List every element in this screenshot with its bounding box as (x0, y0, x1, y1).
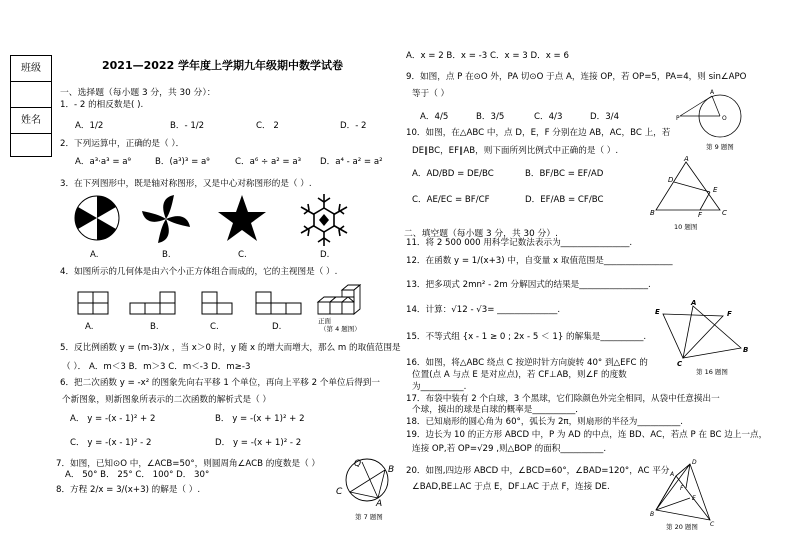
q9-option-b: B．3/5 (476, 112, 505, 122)
q4-option-b-view (128, 290, 180, 316)
q6-option-c: C． y = -(x - 1)² - 2 (70, 438, 152, 448)
q10-line-2: DE∥BC，EF∥AB，则下面所列比例式中正确的是（ ）. (412, 146, 619, 156)
q10-label-b: B (650, 209, 655, 217)
q10-option-b: B．BF/BC = EF/AD (525, 169, 604, 179)
q7-caption: 第 7 题图 (355, 513, 383, 521)
q14: 14．计算：√12 - √3= ______________. (406, 305, 561, 315)
section-2-heading: 二、填空题（每小题 3 分，共 30 分）. (404, 229, 558, 239)
q16-line-3: 为__________. (412, 382, 467, 392)
q7-label-b: B (388, 465, 395, 475)
q3-label-a: A. (90, 250, 99, 260)
q16-label-e: E (655, 308, 660, 316)
q4-front-label: 正面 (318, 317, 331, 325)
q20-line-2: ∠BAD,BE⊥AC 于点 E，DF⊥AC 于点 F，连接 DE. (412, 482, 610, 492)
q7-circle-figure (332, 454, 402, 509)
q20-label-b: B (650, 511, 655, 518)
q3-figure-a-pinwheel-circle (72, 193, 122, 243)
q1-stem: 1．- 2 的相反数是( ). (60, 100, 144, 110)
q9-label-p: P (676, 115, 680, 122)
q16-label-a: A (691, 299, 697, 307)
q9-caption: 第 9 题图 (706, 143, 734, 151)
q9-line-1: 9．如图，点 P 在⊙O 外，PA 切⊙O 于点 A，连接 OP，若 OP=5，PA=4，则 sin∠APO (406, 72, 747, 82)
q16-line-2: 位置(点 A 与点 E 是对应点)，若 CF⊥AB，则∠F 的度数 (412, 370, 627, 380)
q1-option-d: D．- 2 (340, 121, 367, 131)
q9-tangent-figure (676, 90, 750, 140)
q10-label-c: C (722, 209, 727, 217)
class-blank (11, 82, 51, 108)
q3-figure-c-star (216, 193, 268, 243)
q7-label-q: Q (354, 459, 362, 469)
q6-option-a: A． y = -(x - 1)² + 2 (70, 414, 156, 424)
q7-stem: 7．如图，已知⊙O 中，∠ACB=50°，则圆周角∠ACB 的度数是（ ） (56, 459, 320, 469)
q12: 12．在函数 y = 1/(x+3) 中，自变量 x 取值范围是________________ (406, 256, 673, 266)
q6-line-2: 个新图象，则新图象所表示的二次函数的解析式是（ ） (62, 395, 271, 405)
q18: 18．已知扇形的圆心角为 60°，弧长为 2π，则扇形的半径为__________. (406, 417, 684, 427)
q10-label-f: F (698, 211, 703, 219)
q15: 15．不等式组 {x - 1 ≥ 0 ; 2x - 5 ＜ 1} 的解集是__________. (406, 332, 647, 342)
q9-option-a: A．4/5 (420, 112, 449, 122)
q1-option-b: B．- 1/2 (170, 121, 205, 131)
q2-option-d: D．a⁴ - a² = a² (320, 157, 383, 167)
q4-figure-caption: （第 4 题图） (320, 325, 361, 333)
q3-label-d: D. (320, 250, 330, 260)
q7-options: A． 50° B． 25° C． 100° D． 30° (65, 470, 210, 480)
q20-label-a: A (670, 471, 675, 478)
q7-label-c: C (336, 487, 343, 497)
name-blank (11, 134, 51, 159)
q6-option-b: B． y = -(x + 1)² + 2 (215, 414, 305, 424)
q16-label-b: B (743, 346, 749, 354)
q10-label-e: E (713, 186, 718, 194)
q20-label-e: E (692, 495, 696, 502)
q17-line-2: 个球，摸出的球是白球的概率是__________． (412, 405, 584, 415)
q16-line-1: 16．如图，将△ABC 绕点 C 按逆时针方向旋转 40° 到△EFC 的 (406, 358, 648, 368)
q4-label-d: D. (272, 322, 282, 332)
q4-label-c: C. (210, 322, 219, 332)
q6-option-d: D． y = -(x + 1)² - 2 (215, 438, 302, 448)
q3-figure-b-windmill (140, 193, 192, 245)
q10-option-a: A．AD/BD = DE/BC (412, 169, 494, 179)
q9-option-d: D．3/4 (590, 112, 620, 122)
q8-options: A．x = 2 B．x = -3 C．x = 3 D．x = 6 (406, 51, 569, 61)
q10-line-1: 10．如图，在△ABC 中，点 D，E，F 分别在边 AB，AC，BC 上，若 (406, 128, 671, 138)
q9-option-c: C．4/3 (534, 112, 563, 122)
q2-option-b: B．(a³)³ = a⁹ (155, 157, 210, 167)
q11: 11．将 2 500 000 用科学记数法表示为________________. (406, 238, 633, 248)
q16-rotation-figure (655, 300, 755, 366)
q7-label-a: A (376, 499, 383, 509)
q3-label-c: C. (238, 250, 247, 260)
q10-option-c: C．AE/EC = BF/CF (412, 195, 490, 205)
q20-caption: 第 20 题图 (666, 523, 698, 531)
name-label: 姓名 (11, 108, 51, 134)
q4-label-b: B. (150, 322, 159, 332)
q3-label-b: B. (162, 250, 171, 260)
class-name-box (10, 55, 52, 157)
q4-option-a-view (76, 290, 112, 316)
q6-line-1: 6．把二次函数 y = -x² 的图象先向右平移 1 个单位，再向上平移 2 个单位后得到一 (60, 378, 380, 388)
q19-line-1: 19．边长为 10 的正方形 ABCD 中，P 为 AD 的中点，连 BD、AC，若点 P 在 BC 边上一点， (406, 430, 768, 440)
class-label: 班级 (11, 56, 51, 82)
q10-label-a: A (684, 155, 689, 163)
exam-title: 2021—2022 学年度上学期九年级期中数学试卷 (102, 59, 344, 72)
q8-stem: 8．方程 2/x = 3/(x+3) 的解是（ ）. (56, 485, 201, 495)
q5-line-1: 5．反比例函数 y = (m-3)/x ，当 x＞0 时，y 随 x 的增大而增大，那么 m 的取值范围是 (60, 343, 401, 353)
q20-label-d: D (692, 459, 697, 466)
q4-option-c-view (200, 290, 236, 316)
q5-line-2: （ ）． A．m＜3 B．m＞3 C．m＜-3 D．m≥-3 (62, 362, 251, 372)
q1-option-c: C． 2 (256, 121, 279, 131)
q4-stem: 4．如图所示的几何体是由六个小正方体组合而成的，它的主视图是（ ）. (60, 267, 338, 277)
q4-option-d-view (254, 290, 306, 316)
q9-line-2: 等于（ ） (412, 89, 450, 99)
q10-label-d: D (668, 176, 674, 184)
q16-label-f: F (727, 310, 732, 318)
q3-stem: 3．在下列图形中，既是轴对称图形，又是中心对称图形的是（ ）. (60, 179, 312, 189)
q19-line-2: 连接 OP,若 OP=√29 ,则△BOP 的面积__________. (412, 444, 607, 454)
q3-figure-d-snowflake (296, 192, 352, 248)
q16-label-c: C (677, 360, 683, 368)
q10-option-d: D．EF/AB = CF/BC (525, 195, 604, 205)
q20-label-c: C (710, 521, 715, 528)
q9-label-a: A (710, 89, 715, 96)
section-1-heading: 一、选择题（每小题 3 分，共 30 分）： (60, 88, 216, 98)
q17-line-1: 17．布袋中装有 2 个白球，3 个黑球，它们除颜色外完全相同，从袋中任意摸出一 (406, 394, 720, 404)
q4-label-a: A. (85, 322, 94, 332)
q20-line-1: 20．如图,四边形 ABCD 中，∠BCD=60°，∠BAD=120°，AC 平分 (406, 466, 670, 476)
q2-option-c: C．a⁶ ÷ a² = a³ (235, 157, 302, 167)
q16-caption: 第 16 题图 (696, 368, 728, 376)
q10-triangle-figure (650, 155, 730, 219)
q10-caption: 10 题图 (674, 223, 698, 231)
q2-option-a: A．a³·a³ = a⁹ (75, 157, 132, 167)
q2-stem: 2．下列运算中，正确的是（ ）． (60, 139, 185, 149)
q1-option-a: A．1/2 (75, 121, 104, 131)
q20-label-f: F (680, 485, 684, 492)
q13: 13．把多项式 2mn² - 2m 分解因式的结果是________________. (406, 280, 651, 290)
q9-label-o: O (722, 115, 727, 122)
